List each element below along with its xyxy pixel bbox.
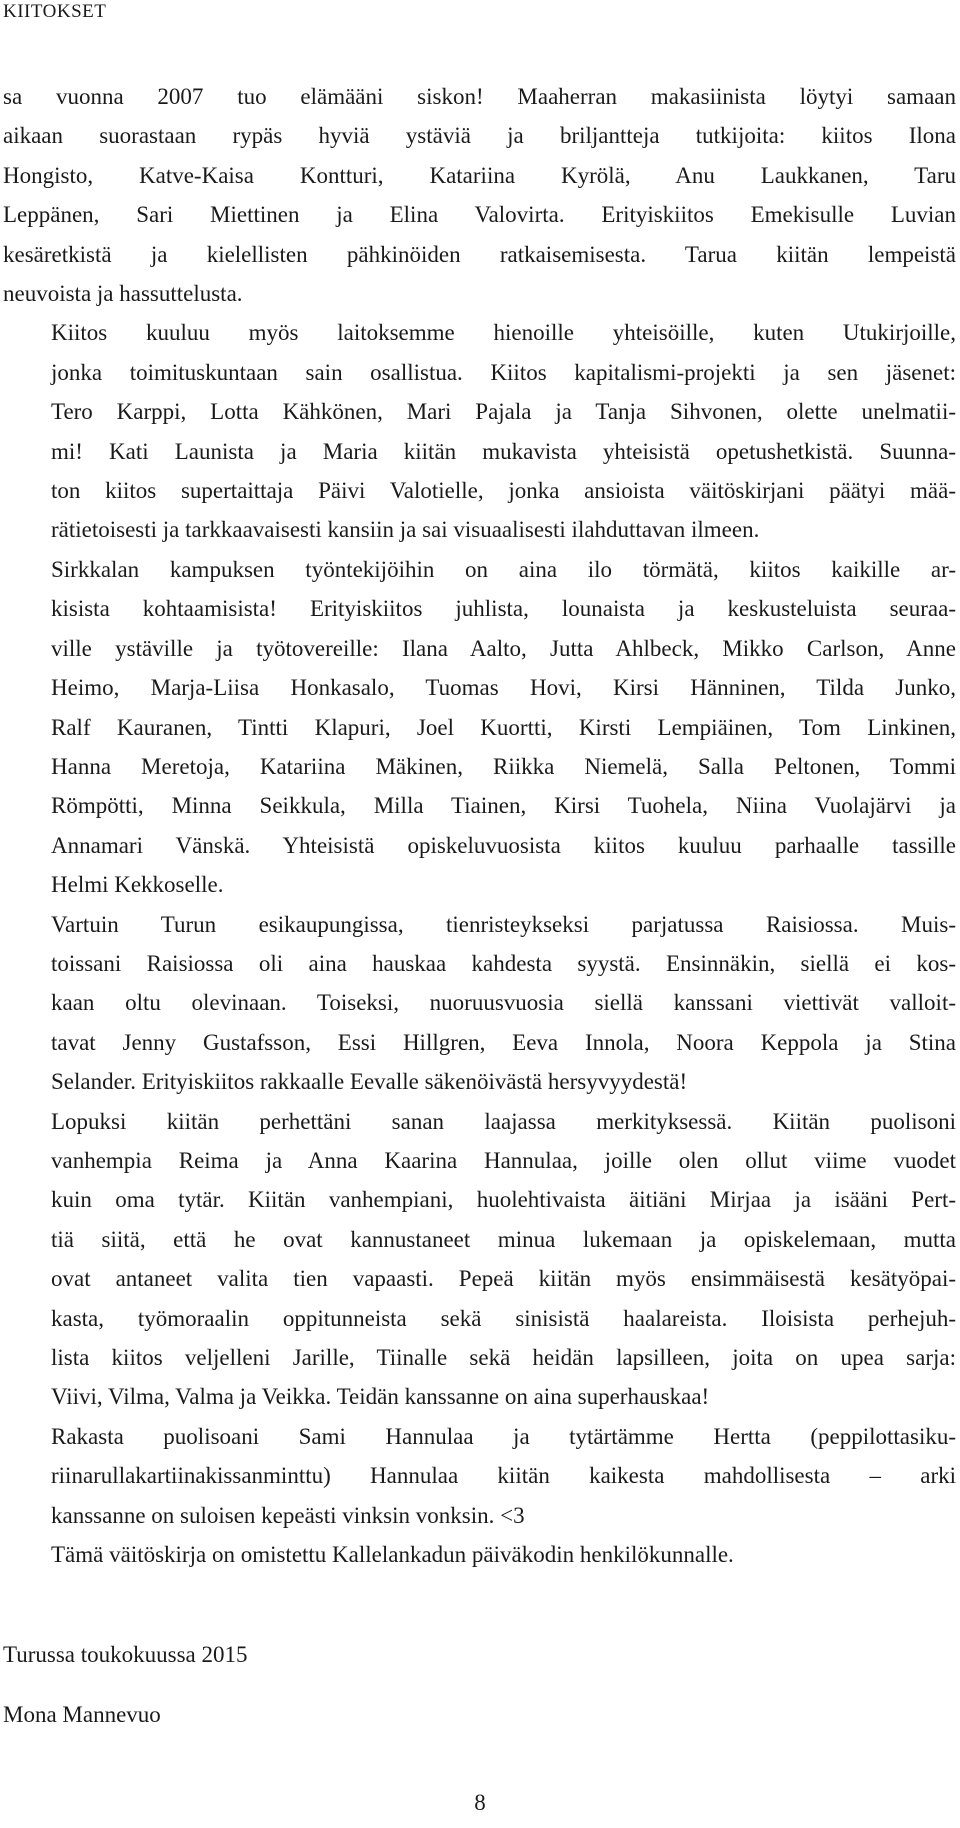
text-line: lista kiitos veljelleni Jarille, Tiinalle sekä heidän lapsilleen, joita on upea sarja: [51,1345,956,1370]
author-signature: Mona Mannevuo [3,1702,161,1727]
text-line: Selander. Erityiskiitos rakkaalle Eevalle säkenöivästä hersyvyydestä! [51,1069,688,1095]
text-line: riinarullakartiinakissanminttu) Hannulaa kiitän kaikesta mahdollisesta – arki [51,1463,956,1489]
paragraph [3,550,956,905]
text-line: Lopuksi kiitän perhettäni sanan laajassa merkityksessä. Kiitän puolisoni [51,1108,956,1134]
text-line: Heimo, Marja-Liisa Honkasalo, Tuomas Hovi, Kirsi Hänninen, Tilda Junko, [51,675,956,701]
text-line: Leppänen, Sari Miettinen ja Elina Valovirta. Erityiskiitos Emekisulle Luvian [3,202,956,228]
text-line: Sirkkalan kampuksen työntekijöihin on aina ilo törmätä, kiitos kaikille ar- [51,556,956,582]
text-line: neuvoista ja hassuttelusta. [3,281,243,307]
text-line: Rakasta puolisoani Sami Hannulaa ja tytärtämme Hertta (peppilottasiku- [51,1423,956,1449]
text-line: toissani Raisiossa oli aina hauskaa kahdesta syystä. Ensinnäkin, siellä ei kos- [51,950,956,976]
text-line: Viivi, Vilma, Valma ja Veikka. Teidän kanssanne on aina superhauskaa! [51,1384,710,1410]
paragraph [3,313,956,549]
page-number: 8 [474,1790,486,1815]
text-line: aikaan suorastaan rypäs hyviä ystäviä ja briljantteja tutkijoita: kiitos Ilona [3,123,956,149]
text-line: Ralf Kauranen, Tintti Klapuri, Joel Kuortti, Kirsti Lempiäinen, Tom Linkinen, [51,714,956,740]
text-line: jonka toimituskuntaan sain osallistua. Kiitos kapitalismi-projekti ja sen jäsenet: [51,359,956,385]
text-line: kesäretkistä ja kielellisten pähkinöiden ratkaisemisesta. Tarua kiitän lempeistä [3,241,956,267]
text-line: tavat Jenny Gustafsson, Essi Hillgren, Eeva Innola, Noora Keppola ja Stina [51,1029,956,1055]
text-line: rätietoisesti ja tarkkaavaisesti kansiin ja sai visuaalisesti ilahduttavan ilmeen. [51,517,760,543]
text-line: kanssanne on suloisen kepeästi vinksin vonksin. <3 [51,1502,525,1528]
text-line: tiä siitä, että he ovat kannustaneet minua lukemaan ja opiskelemaan, mutta [51,1226,956,1252]
text-line: sa vuonna 2007 tuo elämääni siskon! Maaherran makasiinista löytyi samaan [3,84,956,109]
paragraph [3,1102,956,1417]
text-line: ton kiitos supertaittaja Päivi Valotielle, jonka ansioista väitöskirjani päätyi mää- [51,478,956,504]
paragraph [3,77,956,313]
text-line: mi! Kati Launista ja Maria kiitän mukavista yhteisistä opetushetkistä. Suunna- [51,438,956,464]
text-line: ville ystäville ja työtovereille: Ilana Aalto, Jutta Ahlbeck, Mikko Carlson, Anne [51,635,956,661]
text-line: vanhempia Reima ja Anna Kaarina Hannulaa, joille olen ollut viime vuodet [51,1147,956,1173]
text-line: kisista kohtaamisista! Erityiskiitos juhlista, lounaista ja keskusteluista seuraa- [51,596,956,622]
paragraph [3,905,956,1102]
text-line: Vartuin Turun esikaupungissa, tienristeykseksi parjatussa Raisiossa. Muis- [51,911,956,937]
text-line: ovat antaneet valita tien vapaasti. Pepeä kiitän myös ensimmäisestä kesätyöpai- [51,1266,956,1292]
place-and-date: Turussa toukokuussa 2015 [3,1642,248,1667]
paragraph [3,1535,956,1574]
text-line: kaan oltu olevinaan. Toiseksi, nuoruusvuosia siellä kanssani viettivät valloit- [51,990,956,1016]
text-line: kuin oma tytär. Kiitän vanhempiani, huolehtivaista äitiäni Mirjaa ja isääni Pert- [51,1187,956,1213]
text-line: Hanna Meretoja, Katariina Mäkinen, Riikka Niemelä, Salla Peltonen, Tommi [51,753,956,779]
paragraph [3,1417,956,1535]
text-line: Römpötti, Minna Seikkula, Milla Tiainen, Kirsi Tuohela, Niina Vuolajärvi ja [51,793,956,819]
text-line: Helmi Kekkoselle. [51,872,224,898]
text-line: Kiitos kuuluu myös laitoksemme hienoille yhteisöille, kuten Utukirjoille, [51,320,956,346]
acknowledgements-body [3,77,956,1574]
text-line: Hongisto, Katve-Kaisa Kontturi, Katariina Kyrölä, Anu Laukkanen, Taru [3,162,956,188]
text-line: Annamari Vänskä. Yhteisistä opiskeluvuosista kiitos kuuluu parhaalle tassille [51,832,956,858]
text-line: kasta, työmoraalin oppitunneista sekä sinisistä haalareista. Iloisista perhejuh- [51,1305,956,1331]
running-header: KIITOKSET [3,1,107,22]
text-line: Tero Karppi, Lotta Kähkönen, Mari Pajala ja Tanja Sihvonen, olette unelmatii- [51,399,956,425]
text-line: Tämä väitöskirja on omistettu Kallelankadun päiväkodin henkilökunnalle. [51,1542,734,1568]
